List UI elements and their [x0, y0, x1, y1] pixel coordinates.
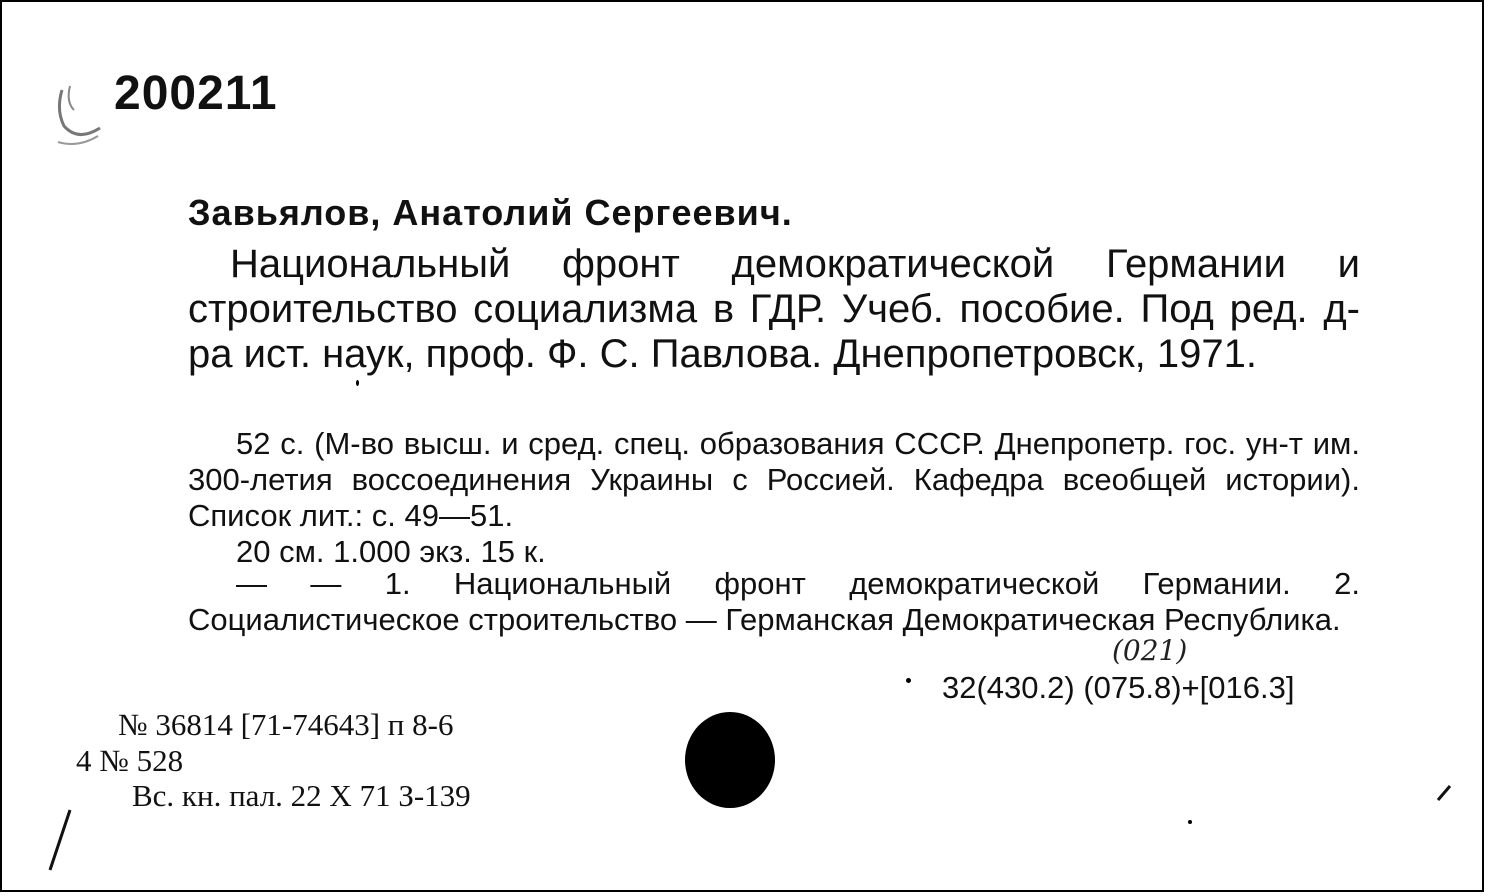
handwritten-note: (021): [1112, 634, 1188, 667]
registration-line: № 36814 [71-74643] п 8-6: [118, 707, 454, 742]
collation-note: 52 с. (М-во высш. и сред. спец. образования СССР. Днепропетр. гос. ун-т им. 300-летия воссоединения Украины с Россией. Кафедра всеобщей истории). Список лит.: с. 49—51.: [188, 426, 1360, 533]
registration-line: 4 № 528: [76, 743, 184, 778]
subject-headings: — — 1. Национальный фронт демократической Германии. 2. Социалистическое строительство — Германская Демократическая Республика.: [188, 566, 1360, 637]
classification-code: 32(430.2) (075.8)+[016.3]: [942, 670, 1295, 705]
book-title: Национальный фронт демократической Германии и строительство социализма в ГДР. Учеб. пособие. Под ред. д-ра ист. наук, проф. Ф. С. Павлова. Днепропетровск, 1971.: [188, 242, 1360, 376]
pen-slash-mark: [44, 808, 74, 872]
ink-speck: [1188, 820, 1192, 824]
punch-hole: [685, 712, 775, 808]
stamp-mark: [48, 80, 108, 150]
registration-line: Вс. кн. пал. 22 X 71 З-139: [132, 778, 471, 813]
author-heading: Завьялов, Анатолий Сергеевич.: [188, 192, 793, 233]
ink-speck: [356, 380, 359, 386]
ink-speck: [906, 678, 911, 683]
card-number: 200211: [114, 67, 278, 120]
pen-tick-mark: [1432, 782, 1454, 804]
format-note: 20 см. 1.000 экз. 15 к.: [236, 534, 546, 569]
